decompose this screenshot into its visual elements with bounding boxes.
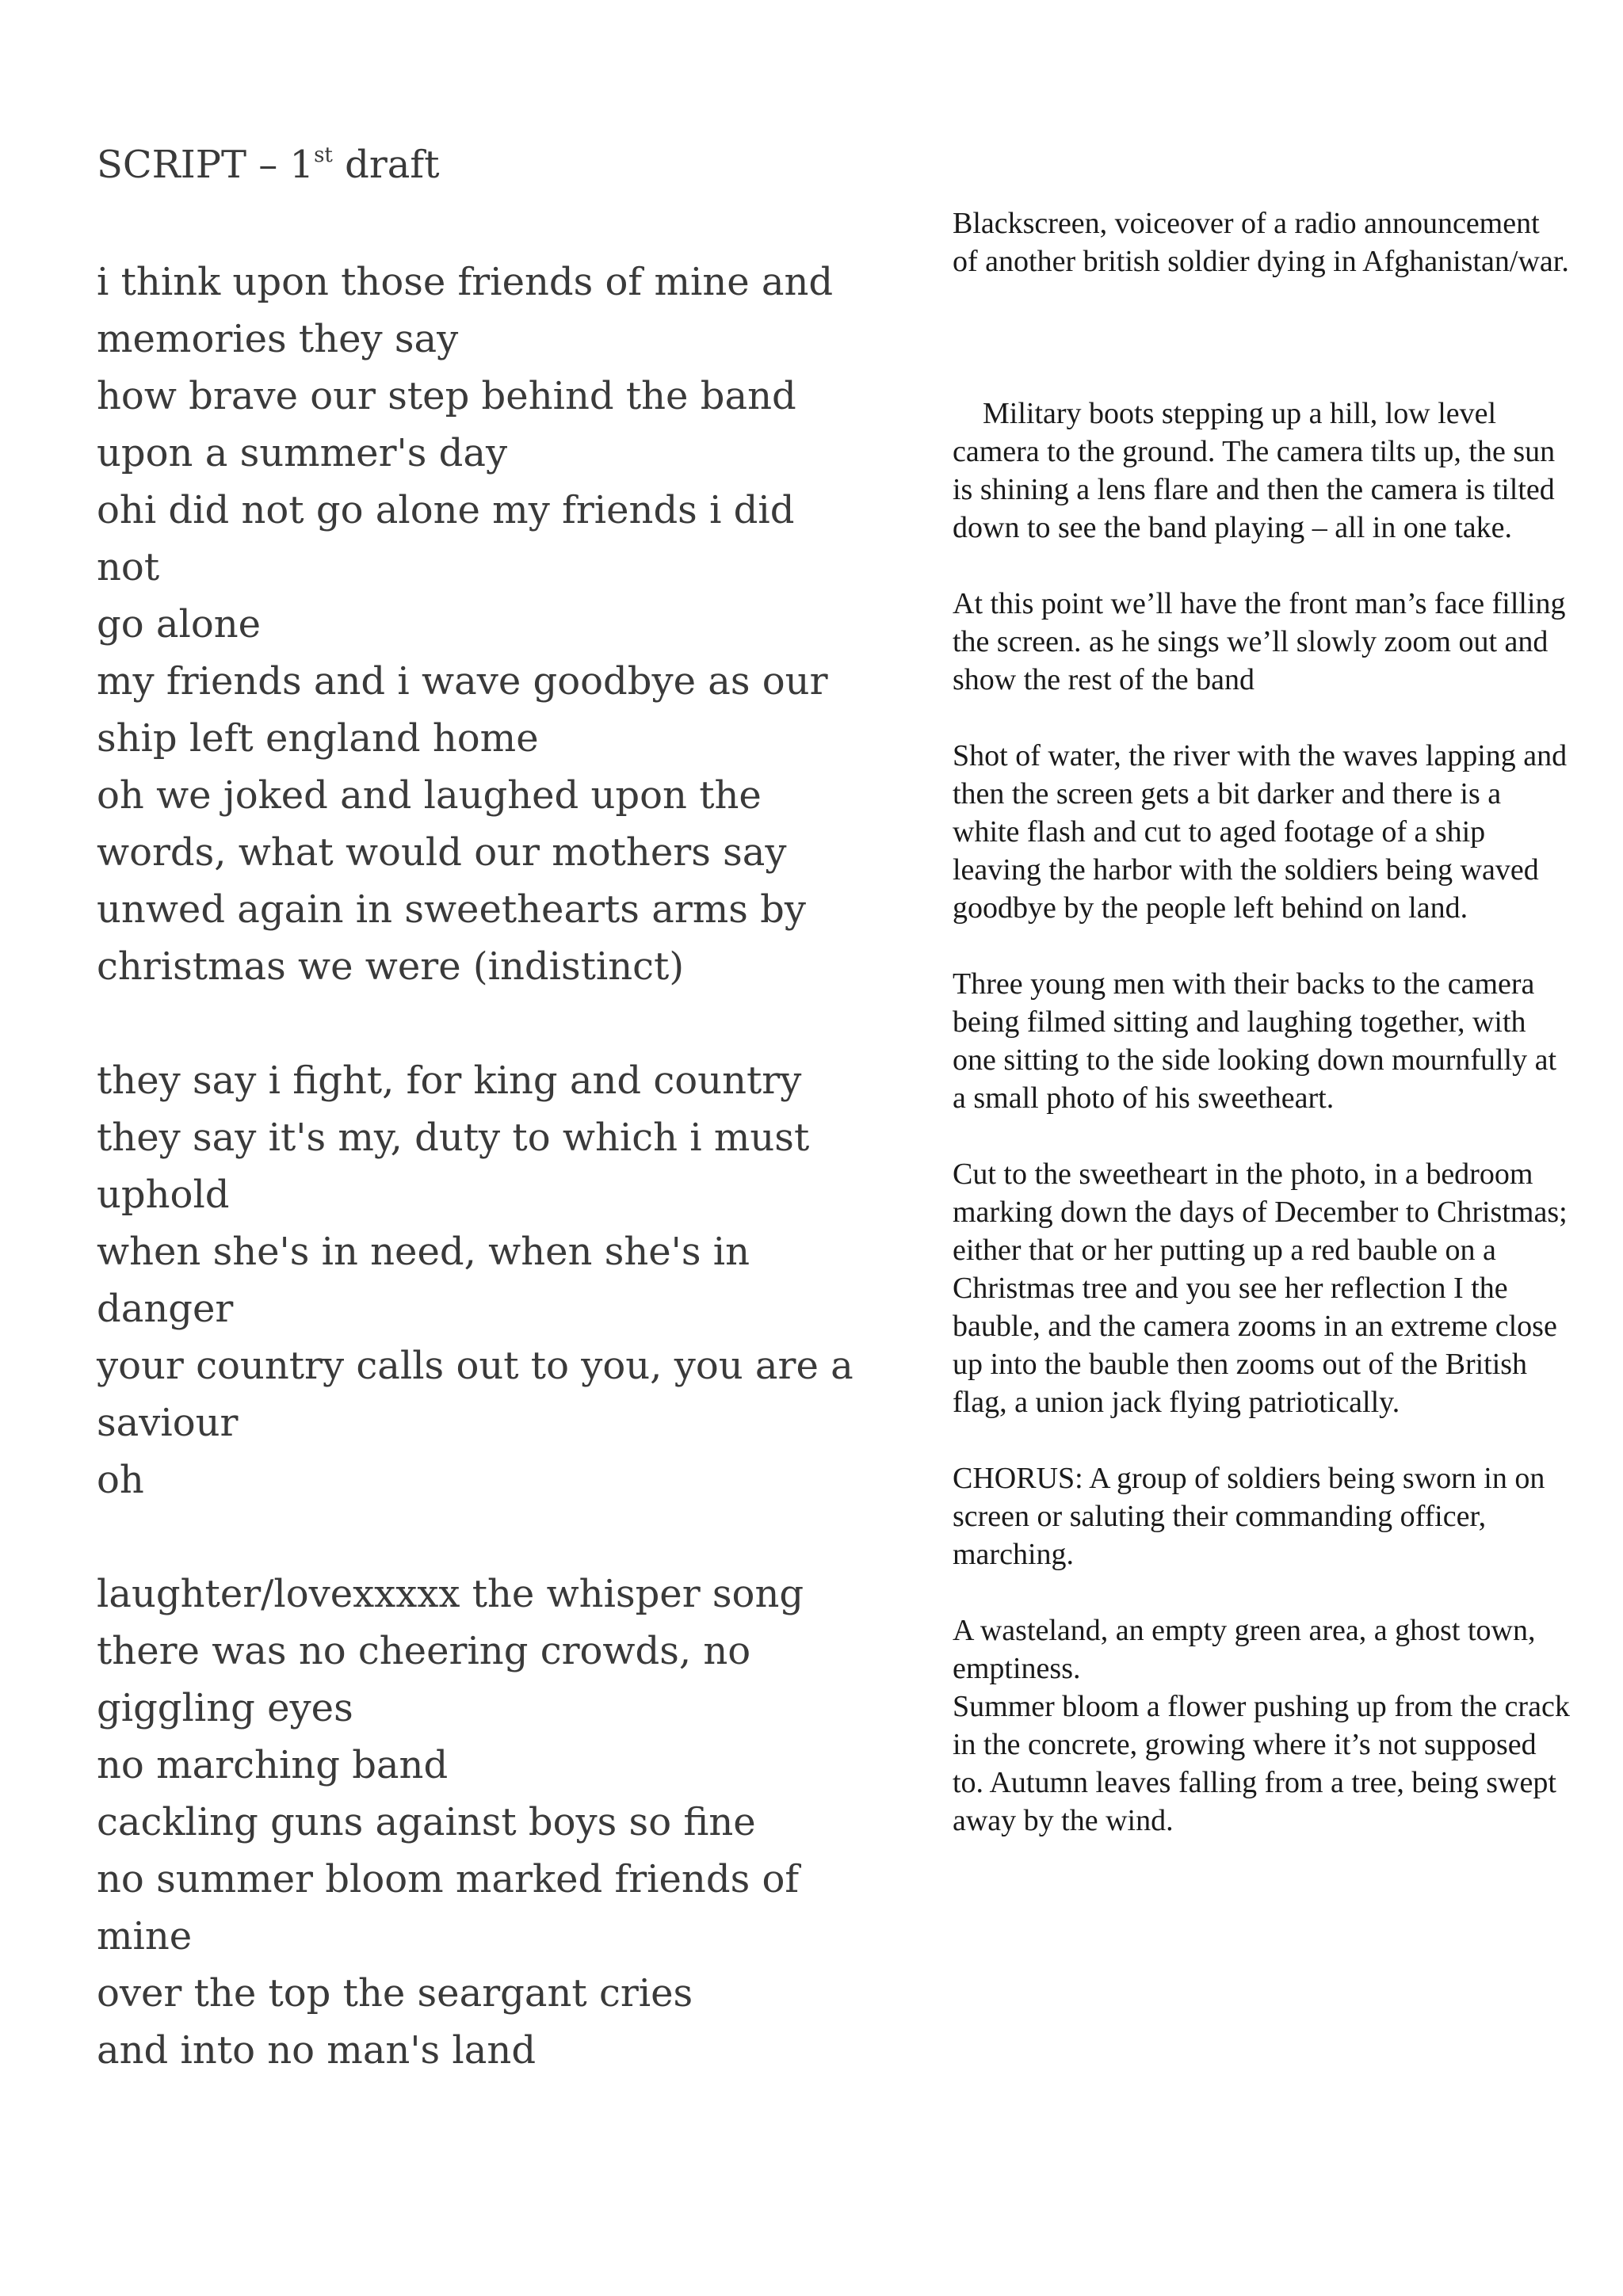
shot-note-water: Shot of water, the river with the waves lapping and then the screen gets a bit darker and there is a white flash and cut to aged footage of a ship leaving the harbor with the soldiers being waved goodbye by the people left behind on land. [953, 739, 1568, 925]
shot-note-chorus: CHORUS: A group of soldiers being sworn in on screen or saluting their commanding officer, marching. [953, 1462, 1545, 1571]
lyric-line: ohi did not go alone my friends i did not [97, 488, 795, 589]
lyric-line: there was no cheering crowds, no [97, 1629, 751, 1673]
lyric-line: ship left england home [97, 716, 539, 761]
lyric-line: oh [97, 1458, 144, 1502]
shot-note-front-man: At this point we’ll have the front man’s face filling the screen. as he sings we’ll slowly zoom out and show the rest of the band [953, 587, 1566, 696]
lyric-line: i think upon those friends of mine and [97, 260, 834, 304]
shot-note-opening: Blackscreen, voiceover of a radio announcement of another british soldier dying in Afghanistan/war. [953, 207, 1569, 278]
lyrics-verse-1 [97, 254, 857, 995]
lyrics-column [97, 254, 857, 2079]
shot-note-wasteland: A wasteland, an empty green area, a ghost town, emptiness. [953, 1614, 1536, 1685]
lyric-line: uphold [97, 1173, 230, 1217]
shot-note-summer-bloom: Summer bloom a flower pushing up from the crack in the concrete, growing where it’s not supposed to. Autumn leaves falling from a tree, being swept away by the wind. [953, 1690, 1570, 1837]
lyric-line: words, what would our mothers say [97, 830, 787, 875]
lyric-line: danger [97, 1287, 234, 1331]
lyric-line: my friends and i wave goodbye as our [97, 659, 828, 704]
lyric-line: and into no man's land [97, 2028, 537, 2073]
lyric-line: memories they say [97, 317, 459, 361]
lyric-line: they say i fight, for king and country [97, 1058, 802, 1103]
lyric-line: go alone [97, 602, 262, 646]
shot-note-three-men: Three young men with their backs to the camera being filmed sitting and laughing together, with one sitting to the side looking down mournfully at a small photo of his sweetheart. [953, 967, 1557, 1115]
title-suffix: draft [332, 143, 440, 187]
lyric-line: cackling guns against boys so fine [97, 1800, 756, 1844]
lyric-line: when she's in need, when she's in [97, 1230, 750, 1274]
lyric-line: oh we joked and laughed upon the [97, 773, 762, 818]
lyric-line: saviour [97, 1401, 239, 1445]
lyric-line: upon a summer's day [97, 431, 508, 475]
lyric-line: they say it's my, duty to which i must [97, 1116, 810, 1160]
lyrics-verse-2 [97, 1052, 857, 1508]
title-prefix: SCRIPT – 1 [97, 143, 315, 187]
script-title [97, 141, 439, 189]
lyric-line: mine [97, 1914, 193, 1958]
shot-note-sweetheart: Cut to the sweetheart in the photo, in a bedroom marking down the days of December to Christmas; either that or her putting up a red bauble on a Christmas tree and you see her reflection I the bauble, and the camera zooms in an extreme close up into the bauble then zooms out of the British flag, a union jack flying patriotically. [953, 1158, 1568, 1419]
lyric-line: christmas we were (indistinct) [97, 944, 685, 989]
title-superscript: st [314, 143, 333, 167]
lyrics-verse-3 [97, 1566, 857, 2079]
lyric-line: no summer bloom marked friends of [97, 1857, 800, 1901]
lyric-line: unwed again in sweethearts arms by [97, 887, 807, 932]
shot-notes-column [953, 204, 1571, 1878]
shot-note-boots: Military boots stepping up a hill, low level camera to the ground. The camera tilts up, the sun is shining a lens flare and then the camera is tilted down to see the band playing – all in one take. [953, 397, 1556, 544]
lyric-line: over the top the seargant cries [97, 1971, 693, 2016]
lyric-line: your country calls out to you, you are a [97, 1344, 854, 1388]
lyric-line: no marching band [97, 1743, 449, 1787]
lyric-line: how brave our step behind the band [97, 374, 796, 418]
lyric-line: laughter/lovexxxxx the whisper song [97, 1572, 804, 1616]
lyric-line: giggling eyes [97, 1686, 353, 1730]
